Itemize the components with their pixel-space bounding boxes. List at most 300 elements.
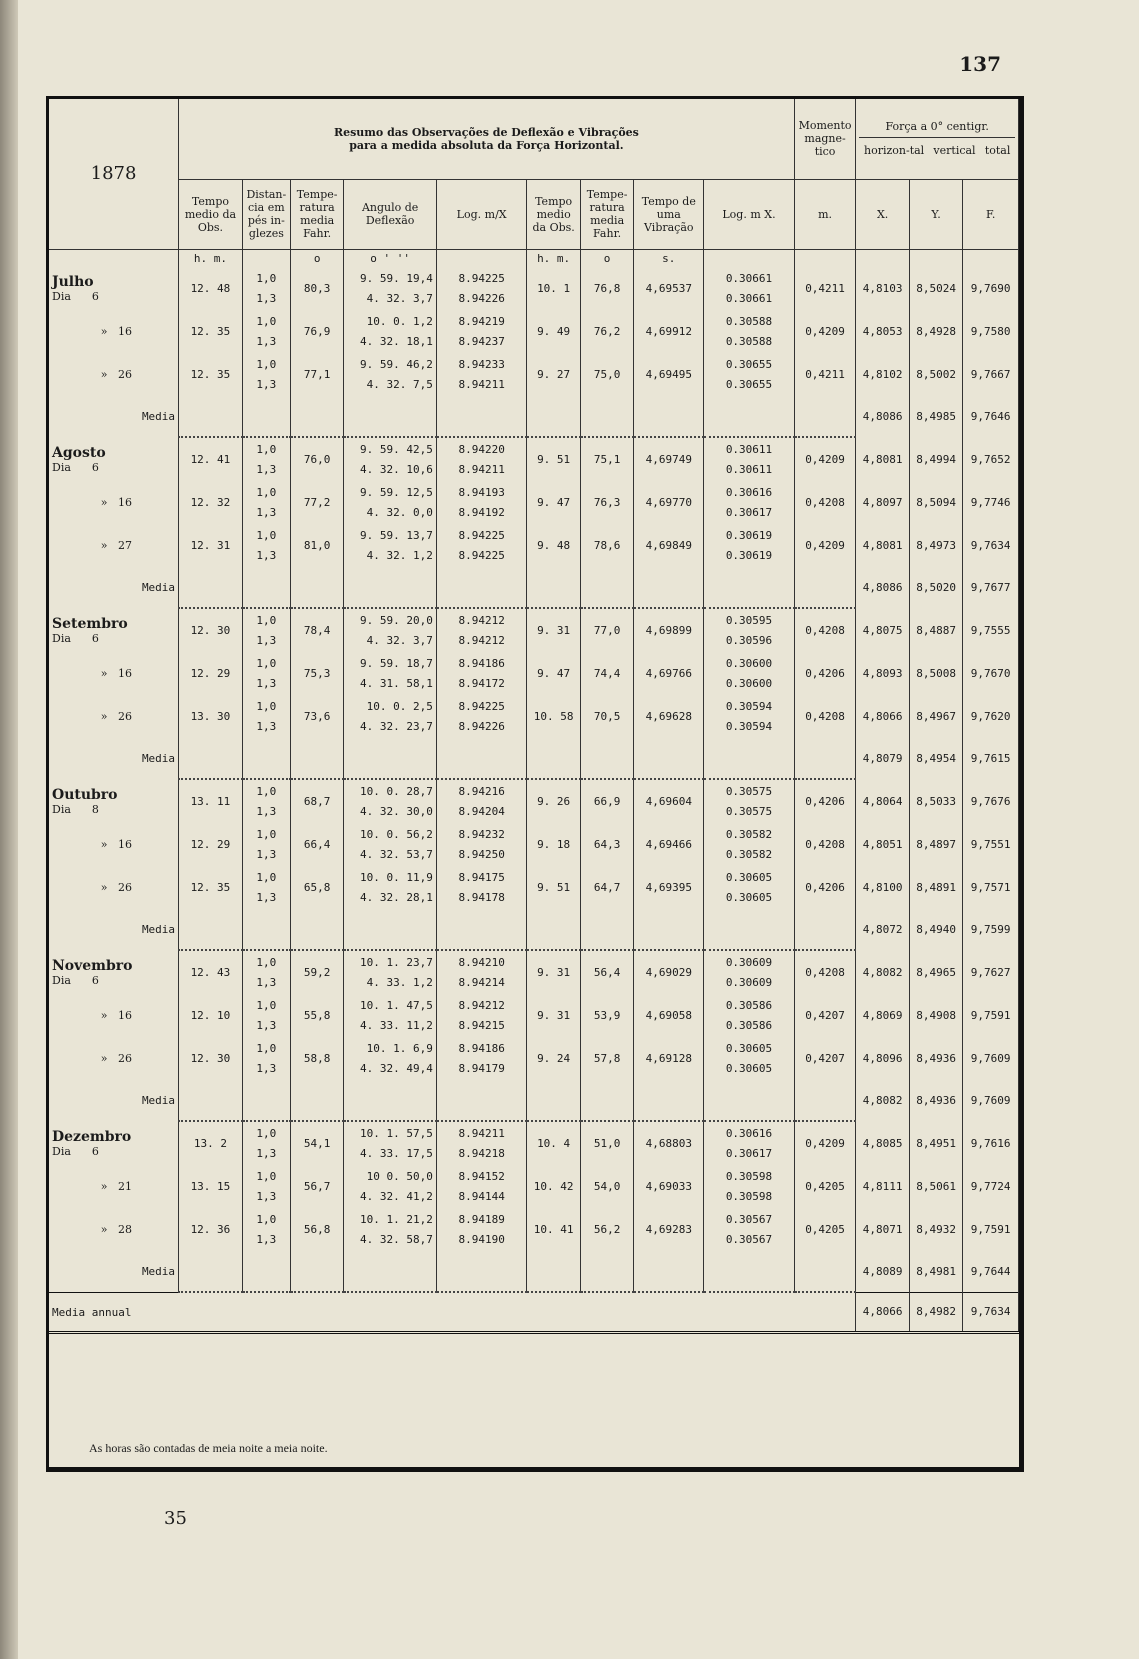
- x-cell: [856, 1121, 909, 1165]
- f-cell: [963, 779, 1019, 823]
- column-header-11: Y.: [909, 179, 962, 249]
- obs-time-cell: [179, 437, 243, 481]
- vibration-cell: [634, 1165, 704, 1208]
- f-cell: [963, 481, 1019, 524]
- x-cell: [856, 695, 909, 738]
- angle-cell: [344, 695, 437, 738]
- media-dots: [634, 567, 704, 608]
- logmx-a: 0.30661: [725, 271, 773, 285]
- media-y: [909, 909, 962, 950]
- x-value: 4,8075: [862, 623, 903, 637]
- angle-b: 4. 33. 11,2: [360, 1018, 433, 1032]
- media-dots: [242, 567, 290, 608]
- y-value: 8,4887: [916, 623, 956, 637]
- column-header-4: Log. m/X: [436, 179, 526, 249]
- log-cell: [436, 524, 526, 567]
- unit-hm2-label: h. m.: [537, 251, 571, 265]
- f-cell: [963, 1208, 1019, 1251]
- angle-b: 4. 32. 49,4: [360, 1061, 433, 1075]
- obs-time-cell: [179, 481, 243, 524]
- distance-cell: [242, 310, 290, 353]
- angle-b: 4. 32. 10,6: [360, 462, 433, 476]
- unit-deg: [290, 249, 343, 267]
- temp-cell: [290, 353, 343, 396]
- logmx-a: 0.30609: [725, 955, 773, 969]
- temperature: 55,8: [303, 1009, 331, 1022]
- m-cell: [794, 779, 856, 823]
- table-row: [49, 1121, 1019, 1165]
- vibration-cell: [634, 866, 704, 909]
- y-value: 8,4973: [916, 539, 956, 552]
- media-dots: [290, 1080, 343, 1121]
- distance-b: 1,3: [256, 633, 277, 647]
- distance-cell: [242, 437, 290, 481]
- angle-cell: [344, 652, 437, 695]
- y-cell: [909, 310, 962, 353]
- vibration: 4,69899: [645, 624, 692, 637]
- f-cell: [963, 608, 1019, 652]
- media-x: [856, 738, 909, 779]
- angle-a: 9. 59. 18,7: [360, 656, 433, 670]
- obs-time2-cell: [527, 823, 580, 866]
- obs-time-cell: [179, 1208, 243, 1251]
- vibration: 4,69770: [645, 496, 692, 509]
- f-cell: [963, 950, 1019, 994]
- log-a: 8.94225: [458, 528, 505, 542]
- y-value: 8,4908: [916, 1009, 956, 1022]
- vibration: 4,69604: [645, 795, 692, 808]
- m-value: 0,4206: [805, 795, 845, 808]
- month-day-cell: [49, 267, 179, 310]
- media-f: [963, 567, 1019, 608]
- distance-a: 1,0: [256, 998, 277, 1012]
- month-day-cell: [49, 437, 179, 481]
- angle-a: 10. 0. 28,7: [360, 784, 433, 798]
- annual-label: Media annual: [52, 1305, 132, 1319]
- log-cell: [436, 267, 526, 310]
- f-cell: [963, 267, 1019, 310]
- log-a: 8.94219: [458, 314, 505, 328]
- column-header-12: F.: [963, 179, 1019, 249]
- angle-a: 9. 59. 42,5: [360, 442, 433, 456]
- logmx-a: 0.30616: [725, 485, 773, 499]
- log-a: 8.94186: [458, 1041, 505, 1055]
- temp2-cell: [580, 1208, 633, 1251]
- distance-a: 1,0: [256, 955, 277, 969]
- angle-a: 10. 1. 6,9: [366, 1041, 433, 1055]
- temperature: 68,7: [303, 795, 331, 808]
- logmx-a: 0.30605: [725, 1041, 773, 1055]
- temperature-2: 56,2: [593, 1223, 621, 1236]
- y-cell: [909, 1037, 962, 1080]
- x-cell: [856, 481, 909, 524]
- temp-cell: [290, 1208, 343, 1251]
- x-cell: [856, 353, 909, 396]
- m-cell: [794, 1121, 856, 1165]
- f-value: 9,7555: [970, 623, 1011, 637]
- obs-time: 12. 32: [190, 496, 231, 509]
- media-dots: [436, 396, 526, 437]
- log-a: 8.94212: [458, 998, 505, 1012]
- column-header-9: m.: [794, 179, 856, 249]
- column-header-6: Tempe-ratura media Fahr.: [580, 179, 633, 249]
- m-value: 0,4208: [805, 838, 845, 851]
- temp2-cell: [580, 950, 633, 994]
- distance-a: 1,0: [256, 528, 277, 542]
- annual-y: [909, 1292, 962, 1333]
- logmx-b: 0.30609: [725, 975, 773, 989]
- media-label-cell: [49, 1080, 179, 1121]
- distance-b: 1,3: [256, 975, 277, 989]
- log-a: 8.94189: [458, 1212, 505, 1226]
- log-b: 8.94172: [458, 676, 505, 690]
- media-label-cell: [49, 1251, 179, 1292]
- x-cell: [856, 866, 909, 909]
- log-cell: [436, 1121, 526, 1165]
- sub-total: total: [984, 144, 1011, 158]
- f-value: 9,7627: [970, 965, 1011, 979]
- logmx-cell: [704, 994, 794, 1037]
- m-value: 0,4205: [805, 1223, 845, 1236]
- log-b: 8.94211: [458, 377, 505, 391]
- m-cell: [794, 353, 856, 396]
- logmx-a: 0.30611: [725, 442, 773, 456]
- table-row: [49, 823, 1019, 866]
- x-cell: [856, 823, 909, 866]
- vibration-cell: [634, 994, 704, 1037]
- obs-time-cell: [179, 524, 243, 567]
- media-dots: [634, 396, 704, 437]
- log-a: 8.94186: [458, 656, 505, 670]
- vibration-cell: [634, 1121, 704, 1165]
- media-dots: [436, 1080, 526, 1121]
- log-cell: [436, 779, 526, 823]
- table-row: [49, 994, 1019, 1037]
- log-a: 8.94212: [458, 613, 505, 627]
- month-day-cell: [49, 608, 179, 652]
- log-a: 8.94220: [458, 442, 505, 456]
- unit-ang: [344, 249, 437, 267]
- day-value: 26: [118, 368, 132, 381]
- media-dots: [436, 909, 526, 950]
- footnote: As horas são contadas de meia noite a meia noite.: [89, 1441, 328, 1455]
- logmx-cell: [704, 1208, 794, 1251]
- logmx-cell: [704, 1121, 794, 1165]
- distance-cell: [242, 823, 290, 866]
- media-row: [49, 1251, 1019, 1292]
- distance-b: 1,3: [256, 377, 277, 391]
- annual-label-cell: [49, 1292, 856, 1333]
- obs-time-cell: [179, 652, 243, 695]
- year-label: 1878: [90, 163, 137, 185]
- month-day-cell: » 26: [49, 353, 179, 396]
- vibration: 4,69128: [645, 1052, 692, 1065]
- media-dots: [794, 738, 856, 779]
- logmx-cell: [704, 779, 794, 823]
- obs-time2-cell: [527, 608, 580, 652]
- angle-a: 9. 59. 12,5: [360, 485, 433, 499]
- y-value: 8,5024: [916, 282, 956, 295]
- obs-time-2: 9. 51: [537, 881, 571, 894]
- media-dots: [527, 1251, 580, 1292]
- angle-b: 4. 32. 53,7: [360, 847, 433, 861]
- m-cell: [794, 481, 856, 524]
- obs-time: 12. 35: [190, 881, 231, 894]
- y-cell: [909, 481, 962, 524]
- f-cell: [963, 310, 1019, 353]
- vibration-cell: [634, 524, 704, 567]
- f-value: 9,7571: [970, 881, 1011, 894]
- distance-b: 1,3: [256, 334, 277, 348]
- temp-cell: [290, 1121, 343, 1165]
- month-name: Agosto: [52, 444, 106, 461]
- temp2-cell: [580, 994, 633, 1037]
- f-value: 9,7670: [970, 667, 1011, 680]
- month-name: Julho: [52, 274, 94, 290]
- obs-time-cell: [179, 608, 243, 652]
- media-f: [963, 909, 1019, 950]
- media-f: [963, 738, 1019, 779]
- media-label-cell: [49, 567, 179, 608]
- m-cell: [794, 994, 856, 1037]
- vibration: 4,69766: [645, 667, 692, 680]
- f-value: 9,7609: [970, 1052, 1011, 1065]
- day-label: Dia: [52, 631, 71, 645]
- logmx-cell: [704, 353, 794, 396]
- logmx-a: 0.30588: [725, 314, 773, 328]
- vibration-cell: [634, 695, 704, 738]
- y-cell: [909, 353, 962, 396]
- temp-cell: [290, 310, 343, 353]
- media-dots: [580, 1251, 633, 1292]
- vibration: 4,69849: [645, 539, 692, 552]
- media-dots: [242, 738, 290, 779]
- day-value: 21: [118, 1180, 132, 1193]
- media-dots: [344, 738, 437, 779]
- y-cell: [909, 652, 962, 695]
- temperature: 66,4: [303, 838, 331, 851]
- y-value: 8,5094: [916, 496, 956, 509]
- logmx-a: 0.30655: [725, 357, 773, 371]
- table-row: [49, 310, 1019, 353]
- logmx-b: 0.30598: [725, 1189, 773, 1203]
- obs-time-cell: [179, 950, 243, 994]
- obs-time-cell: [179, 695, 243, 738]
- f-value: 9,7580: [970, 325, 1011, 338]
- x-value: 4,8064: [862, 794, 903, 808]
- month-day-cell: [49, 950, 179, 994]
- logmx-b: 0.30617: [725, 505, 773, 519]
- distance-b: 1,3: [256, 291, 277, 305]
- temperature: 77,1: [303, 368, 331, 381]
- log-b: 8.94237: [458, 334, 505, 348]
- temp2-cell: [580, 524, 633, 567]
- media-y-value: 8,4954: [916, 752, 956, 765]
- unit-blank-log: [436, 249, 526, 267]
- distance-b: 1,3: [256, 462, 277, 476]
- table-row: [49, 1165, 1019, 1208]
- angle-cell: [344, 1037, 437, 1080]
- m-value: 0,4211: [805, 368, 845, 381]
- media-f-value: 9,7646: [970, 410, 1011, 423]
- vibration-cell: [634, 779, 704, 823]
- obs-time-cell: [179, 779, 243, 823]
- distance-cell: [242, 1037, 290, 1080]
- x-value: 4,8069: [862, 1009, 903, 1022]
- distance-a: 1,0: [256, 870, 277, 884]
- log-cell: [436, 695, 526, 738]
- y-value: 8,5033: [916, 794, 956, 808]
- month-name: Outubro: [52, 786, 118, 803]
- forca-header: [856, 99, 1019, 179]
- y-cell: [909, 437, 962, 481]
- f-cell: [963, 437, 1019, 481]
- m-value: 0,4207: [805, 1052, 845, 1065]
- x-value: 4,8111: [862, 1180, 903, 1193]
- m-cell: [794, 437, 856, 481]
- vibration-cell: [634, 823, 704, 866]
- f-cell: [963, 353, 1019, 396]
- distance-a: 1,0: [256, 442, 277, 456]
- log-cell: [436, 310, 526, 353]
- unit-s-label: s.: [662, 251, 676, 265]
- x-value: 4,8085: [862, 1136, 903, 1150]
- angle-a: 10. 1. 47,5: [360, 998, 433, 1012]
- month-day-cell: » 16: [49, 652, 179, 695]
- obs-time: 12. 10: [190, 1009, 231, 1022]
- obs-time2-cell: [527, 652, 580, 695]
- media-x: [856, 1080, 909, 1121]
- media-dots: [794, 567, 856, 608]
- angle-cell: [344, 866, 437, 909]
- angle-cell: [344, 1121, 437, 1165]
- media-dots: [179, 909, 243, 950]
- table-row: [49, 1208, 1019, 1251]
- obs-time-2: 9. 24: [537, 1052, 571, 1065]
- log-b: 8.94226: [458, 291, 505, 305]
- x-value: 4,8066: [862, 710, 903, 723]
- vibration: 4,69033: [645, 1180, 692, 1193]
- angle-b: 4. 32. 7,5: [366, 377, 433, 391]
- annual-row: [49, 1292, 1019, 1333]
- logmx-cell: [704, 866, 794, 909]
- media-row: [49, 909, 1019, 950]
- media-label: Media: [141, 1264, 176, 1278]
- y-value: 8,5061: [916, 1180, 956, 1193]
- log-b: 8.94192: [458, 505, 505, 519]
- day-value: 16: [118, 838, 132, 851]
- media-dots: [290, 396, 343, 437]
- distance-cell: [242, 695, 290, 738]
- day-label: Dia: [52, 290, 71, 303]
- angle-a: 10. 0. 56,2: [360, 827, 433, 841]
- distance-b: 1,3: [256, 676, 277, 690]
- temp-cell: [290, 267, 343, 310]
- day-value: 16: [118, 1009, 132, 1022]
- media-dots: [290, 567, 343, 608]
- angle-a: 10. 0. 1,2: [366, 314, 433, 328]
- table-row: [49, 437, 1019, 481]
- log-cell: [436, 1208, 526, 1251]
- media-x-value: 4,8082: [862, 1094, 903, 1107]
- temperature-2: 57,8: [593, 1052, 621, 1065]
- day-value: 26: [118, 710, 132, 723]
- x-cell: [856, 524, 909, 567]
- table-row: [49, 652, 1019, 695]
- y-value: 8,4951: [916, 1136, 956, 1150]
- day-value: 6: [91, 973, 99, 987]
- annual-x: [856, 1292, 909, 1333]
- f-value: 9,7676: [970, 794, 1011, 808]
- temperature: 76,9: [303, 325, 331, 338]
- media-y: [909, 1080, 962, 1121]
- angle-a: 9. 59. 46,2: [360, 357, 433, 371]
- vibration: 4,69628: [645, 710, 692, 723]
- angle-a: 9. 59. 13,7: [360, 528, 433, 542]
- angle-a: 9. 59. 20,0: [360, 613, 433, 627]
- temperature: 81,0: [303, 539, 331, 552]
- y-cell: [909, 267, 962, 310]
- media-y-value: 8,4981: [916, 1264, 956, 1278]
- media-dots: [290, 909, 343, 950]
- media-x: [856, 396, 909, 437]
- log-a: 8.94232: [458, 827, 505, 841]
- logmx-b: 0.30582: [725, 847, 773, 861]
- y-cell: [909, 608, 962, 652]
- annual-f-value: 9,7634: [970, 1305, 1011, 1319]
- unit-deg-label: o: [313, 251, 321, 265]
- f-value: 9,7551: [970, 838, 1011, 851]
- f-cell: [963, 1165, 1019, 1208]
- month-day-cell: » 16: [49, 823, 179, 866]
- log-cell: [436, 437, 526, 481]
- logmx-cell: [704, 695, 794, 738]
- obs-time-2: 10. 1: [537, 282, 571, 295]
- temperature: 76,0: [303, 453, 331, 466]
- table-row: [49, 267, 1019, 310]
- column-header-10: X.: [856, 179, 909, 249]
- vibration-cell: [634, 310, 704, 353]
- logmx-a: 0.30600: [725, 656, 773, 670]
- media-dots: [580, 567, 633, 608]
- obs-time-2: 10. 41: [533, 1223, 574, 1236]
- temperature: 65,8: [303, 881, 331, 894]
- obs-time: 12. 30: [190, 624, 231, 637]
- m-value: 0,4209: [805, 539, 845, 552]
- temperature-2: 54,0: [593, 1180, 621, 1193]
- temp2-cell: [580, 652, 633, 695]
- obs-time2-cell: [527, 310, 580, 353]
- vibration: 4,69537: [645, 282, 692, 295]
- y-cell: [909, 950, 962, 994]
- angle-b: 4. 32. 1,2: [366, 548, 433, 562]
- vibration-cell: [634, 481, 704, 524]
- m-cell: [794, 1037, 856, 1080]
- distance-cell: [242, 1208, 290, 1251]
- obs-time2-cell: [527, 353, 580, 396]
- obs-time-cell: [179, 823, 243, 866]
- distance-a: 1,0: [256, 656, 277, 670]
- x-cell: [856, 1037, 909, 1080]
- obs-time2-cell: [527, 524, 580, 567]
- m-value: 0,4208: [805, 966, 845, 979]
- distance-cell: [242, 1165, 290, 1208]
- angle-a: 10 0. 50,0: [366, 1169, 433, 1183]
- vibration: 4,69058: [645, 1009, 692, 1022]
- month-day-cell: [49, 1121, 179, 1165]
- f-value: 9,7616: [970, 1136, 1011, 1150]
- vibration: 4,69466: [645, 838, 692, 851]
